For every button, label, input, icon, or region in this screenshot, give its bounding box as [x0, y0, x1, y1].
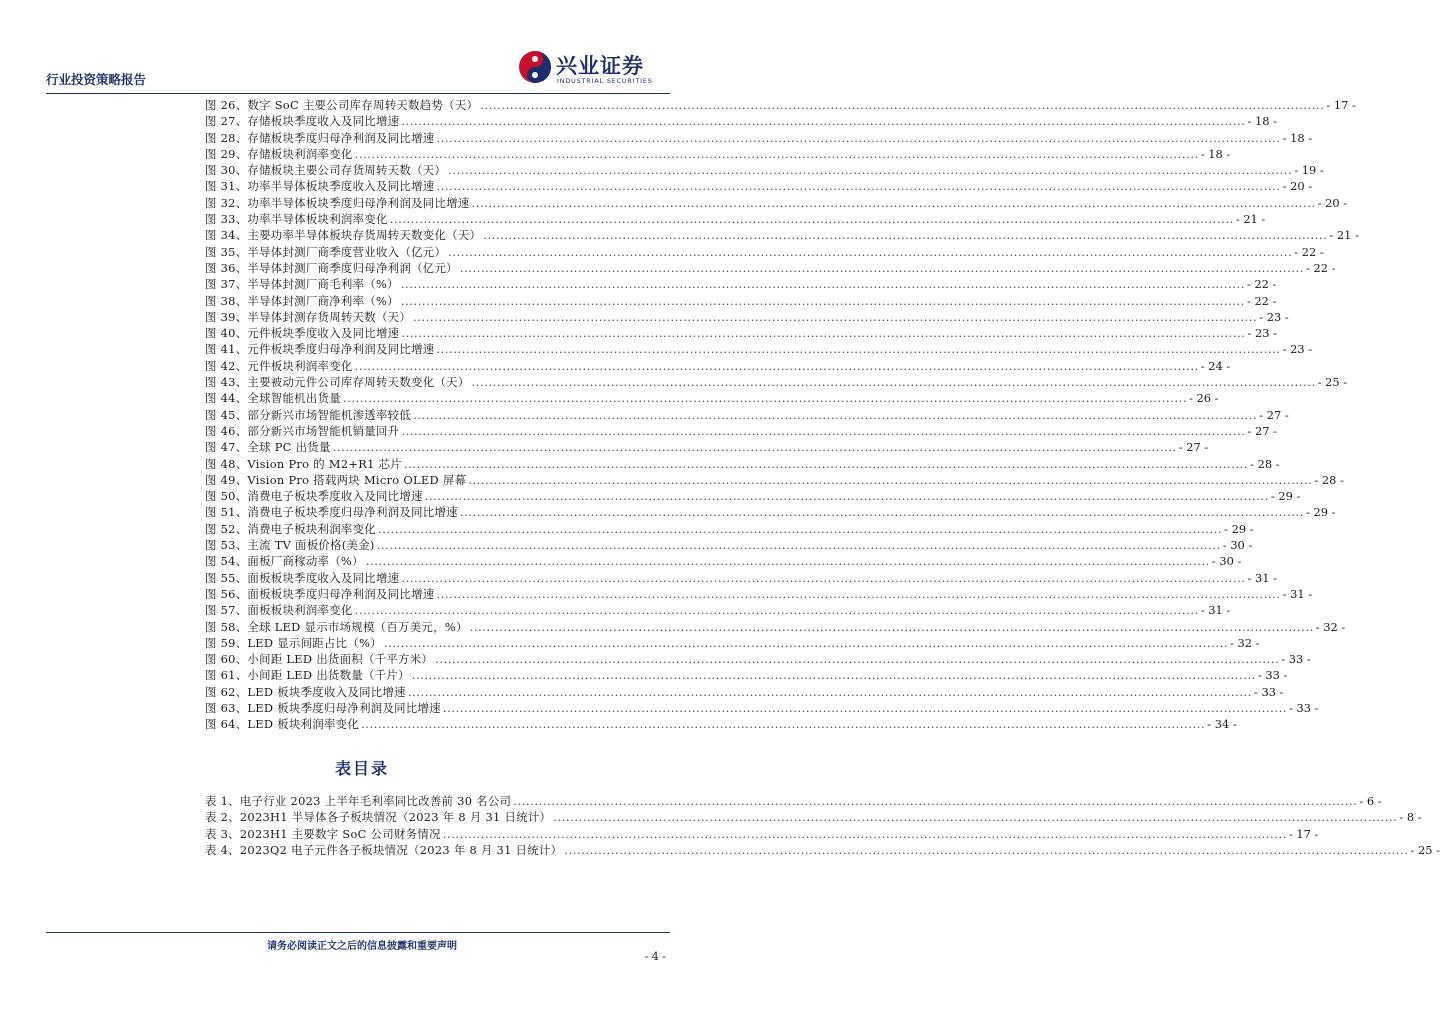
header-divider — [46, 93, 670, 94]
figure-index-entry-page: - 27 - — [1259, 407, 1289, 422]
logo-emblem-icon — [518, 50, 552, 84]
dot-leader: ........................................................................................................................................................................................................ — [436, 179, 1281, 194]
figure-index-entry-page: - 34 - — [1207, 717, 1237, 732]
table-index-entry[interactable] — [205, 809, 1422, 825]
figure-index-entry[interactable] — [205, 97, 1356, 113]
logo-chinese-name: 兴业证券 — [556, 54, 644, 78]
figure-index-entry-label: 图 56、面板板块季度归母净利润及同比增速 — [205, 586, 435, 601]
dot-leader: ........................................................................................................................................................................................................ — [436, 586, 1281, 601]
figure-index-entry-page: - 33 - — [1281, 652, 1311, 667]
figure-index-entry-label: 图 63、LED 板块季度归母净利润及同比增速 — [205, 700, 441, 715]
figure-index-entry-page: - 26 - — [1189, 391, 1219, 406]
figure-index-entry-label: 图 37、半导体封测厂商毛利率（%） — [205, 277, 399, 292]
figure-index-entry-page: - 31 - — [1200, 603, 1231, 618]
dot-leader: ........................................................................................................................................................................................................ — [383, 635, 1229, 650]
figure-index-entry-label: 图 54、面板厂商稼动率（%） — [205, 554, 364, 569]
disclaimer-text: 请务必阅读正文之后的信息披露和重要声明 — [267, 941, 457, 952]
figure-index-entry-page: - 27 - — [1178, 440, 1209, 455]
figure-index-entry[interactable] — [205, 553, 1242, 569]
figure-index-entry-label: 图 58、全球 LED 显示市场规模（百万美元，%） — [205, 619, 468, 634]
footer-divider — [46, 932, 670, 933]
figure-index-entry[interactable] — [205, 586, 1313, 602]
dot-leader: ........................................................................................................................................................................................................ — [378, 521, 1223, 536]
dot-leader: ........................................................................................................................................................................................................ — [354, 603, 1199, 618]
figure-index-entry[interactable] — [205, 456, 1280, 472]
dot-leader: ........................................................................................................................................................................................................ — [564, 842, 1409, 857]
figure-index-entry-page: - 29 - — [1270, 489, 1301, 504]
figure-index-entry[interactable] — [205, 178, 1313, 194]
figure-index-entry-label: 图 49、Vision Pro 搭载两块 Micro OLED 屏幕 — [205, 472, 467, 487]
figure-index-entry-page: - 20 - — [1282, 179, 1313, 194]
dot-leader: ........................................................................................................................................................................................................ — [354, 358, 1199, 373]
figure-index-entry-page: - 31 - — [1282, 586, 1313, 601]
figure-index-entry-page: - 33 - — [1253, 684, 1284, 699]
figure-index-entry[interactable] — [205, 651, 1311, 667]
figure-index-entry[interactable] — [205, 716, 1237, 732]
figure-index-entry-label: 图 41、元件板块季度归母净利润及同比增速 — [205, 342, 435, 357]
figure-index-entry-page: - 23 - — [1247, 326, 1277, 341]
figure-index-entry-label: 图 32、功率半导体板块季度归母净利润及同比增速 — [205, 195, 470, 210]
dot-leader: ........................................................................................................................................................................................................ — [436, 342, 1281, 357]
figure-index-entry-label: 图 50、消费电子板块季度收入及同比增速 — [205, 489, 423, 504]
figure-index-list — [205, 97, 1359, 733]
figure-index-entry-label: 图 55、面板板块季度收入及同比增速 — [205, 570, 400, 585]
dot-leader: ........................................................................................................................................................................................................ — [483, 228, 1328, 243]
figure-index-entry-label: 图 34、主要功率半导体板块存货周转天数变化（天） — [205, 228, 482, 243]
table-index-entry-page: - 8 - — [1399, 810, 1422, 825]
figure-index-entry[interactable] — [205, 309, 1289, 325]
dot-leader: ........................................................................................................................................................................................................ — [413, 407, 1258, 422]
logo-english-name: INDUSTRIAL SECURITIES — [557, 78, 653, 85]
figure-index-entry-label: 图 35、半导体封测厂商季度营业收入（亿元） — [205, 244, 447, 259]
figure-index-entry-page: - 25 - — [1317, 375, 1348, 390]
figure-index-entry[interactable] — [205, 195, 1348, 211]
figure-index-entry-page: - 23 - — [1259, 309, 1289, 324]
dot-leader: ........................................................................................................................................................................................................ — [471, 195, 1316, 210]
figure-index-entry-page: - 18 - — [1200, 146, 1231, 161]
dot-leader: ........................................................................................................................................................................................................ — [448, 244, 1293, 259]
figure-index-entry-label: 图 59、LED 显示间距占比（%） — [205, 635, 382, 650]
dot-leader: ........................................................................................................................................................................................................ — [342, 391, 1188, 406]
figure-index-entry-page: - 21 - — [1235, 212, 1266, 227]
table-index-entry-label: 表 3、2023H1 主要数字 SoC 公司财务情况 — [205, 826, 441, 841]
figure-index-entry[interactable] — [205, 325, 1277, 341]
figure-index-entry-label: 图 26、数字 SoC 主要公司库存周转天数趋势（天） — [205, 98, 479, 112]
dot-leader: ........................................................................................................................................................................................................ — [354, 146, 1199, 161]
figure-index-entry-page: - 29 - — [1306, 505, 1336, 520]
figure-index-entry-label: 图 61、小间距 LED 出货数量（千片） — [205, 668, 410, 683]
dot-leader: ........................................................................................................................................................................................................ — [389, 212, 1234, 227]
dot-leader: ........................................................................................................................................................................................................ — [468, 472, 1313, 487]
figure-index-entry[interactable] — [205, 407, 1289, 423]
figure-index-entry[interactable] — [205, 244, 1324, 260]
figure-index-entry-page: - 22 - — [1246, 277, 1277, 292]
dot-leader: ........................................................................................................................................................................................................ — [448, 163, 1293, 178]
figure-index-entry-page: - 32 - — [1230, 635, 1260, 650]
figure-index-entry[interactable] — [205, 537, 1253, 553]
figure-index-entry[interactable] — [205, 488, 1301, 504]
figure-index-entry[interactable] — [205, 130, 1313, 146]
dot-leader: ........................................................................................................................................................................................................ — [401, 326, 1246, 341]
dot-leader: ........................................................................................................................................................................................................ — [459, 260, 1304, 275]
figure-index-entry[interactable] — [205, 146, 1231, 162]
figure-index-entry-page: - 18 - — [1282, 130, 1313, 145]
figure-index-entry-label: 图 40、元件板块季度收入及同比增速 — [205, 326, 400, 341]
figure-index-entry-label: 图 38、半导体封测厂商净利率（%） — [205, 293, 399, 308]
figure-index-entry[interactable] — [205, 570, 1277, 586]
dot-leader: ........................................................................................................................................................................................................ — [400, 293, 1245, 308]
figure-index-entry-label: 图 33、功率半导体板块利润率变化 — [205, 212, 388, 227]
figure-index-entry-page: - 22 - — [1246, 293, 1277, 308]
dot-leader: ........................................................................................................................................................................................................ — [513, 794, 1358, 808]
report-type-label: 行业投资策略报告 — [46, 72, 147, 87]
table-index-entry[interactable] — [205, 842, 1440, 858]
table-index-heading: 表目录 — [334, 759, 389, 778]
dot-leader: ........................................................................................................................................................................................................ — [471, 375, 1316, 390]
dot-leader: ........................................................................................................................................................................................................ — [361, 717, 1206, 732]
figure-index-entry-page: - 22 - — [1306, 260, 1336, 275]
dot-leader: ........................................................................................................................................................................................................ — [413, 309, 1258, 324]
figure-index-entry-label: 图 42、元件板块利润率变化 — [205, 358, 353, 373]
table-index-entry[interactable] — [205, 826, 1319, 842]
dot-leader: ........................................................................................................................................................................................................ — [411, 668, 1256, 683]
figure-index-entry-page: - 23 - — [1282, 342, 1313, 357]
figure-index-entry-label: 图 28、存储板块季度归母净利润及同比增速 — [205, 130, 435, 145]
figure-index-entry-page: - 32 - — [1315, 619, 1346, 634]
table-index-entry-page: - 17 - — [1288, 826, 1319, 841]
figure-index-entry-label: 图 45、部分新兴市场智能机渗透率较低 — [205, 407, 412, 422]
dot-leader: ........................................................................................................................................................................................................ — [401, 423, 1246, 438]
figure-index-entry-page: - 28 - — [1250, 456, 1280, 471]
figure-index-entry-label: 图 31、功率半导体板块季度收入及同比增速 — [205, 179, 435, 194]
table-index-entry-label: 表 1、电子行业 2023 上半年毛利率同比改善前 30 名公司 — [205, 794, 512, 808]
figure-index-entry[interactable] — [205, 374, 1348, 390]
figure-index-entry[interactable] — [205, 521, 1254, 537]
figure-index-entry-page: - 29 - — [1224, 521, 1254, 536]
dot-leader: ........................................................................................................................................................................................................ — [459, 505, 1304, 520]
figure-index-entry-label: 图 43、主要被动元件公司库存周转天数变化（天） — [205, 375, 470, 390]
page-header — [46, 48, 670, 92]
figure-index-entry[interactable] — [205, 439, 1209, 455]
dot-leader: ........................................................................................................................................................................................................ — [332, 440, 1177, 455]
figure-index-entry-label: 图 52、消费电子板块利润率变化 — [205, 521, 376, 536]
figure-index-entry[interactable] — [205, 700, 1319, 716]
figure-index-entry-label: 图 27、存储板块季度收入及同比增速 — [205, 114, 400, 129]
figure-index-entry-label: 图 64、LED 板块利润率变化 — [205, 717, 360, 732]
dot-leader: ........................................................................................................................................................................................................ — [424, 489, 1269, 504]
figure-index-entry[interactable] — [205, 472, 1344, 488]
figure-index-entry-label: 图 30、存储板块主要公司存货周转天数（天） — [205, 163, 447, 178]
table-index-entry-page: - 25 - — [1410, 842, 1440, 857]
figure-index-entry[interactable] — [205, 619, 1346, 635]
dot-leader: ........................................................................................................................................................................................................ — [401, 570, 1246, 585]
table-index-entry-label: 表 2、2023H1 半导体各子板块情况（2023 年 8 月 31 日统计） — [205, 810, 552, 825]
dot-leader: ........................................................................................................................................................................................................ — [442, 700, 1288, 715]
figure-index-entry-page: - 21 - — [1329, 228, 1359, 243]
figure-index-entry[interactable] — [205, 602, 1231, 618]
dot-leader: ........................................................................................................................................................................................................ — [400, 277, 1245, 292]
figure-index-entry-label: 图 57、面板板块利润率变化 — [205, 603, 353, 618]
figure-index-entry[interactable] — [205, 260, 1336, 276]
dot-leader: ........................................................................................................................................................................................................ — [365, 554, 1210, 569]
figure-index-entry[interactable] — [205, 341, 1313, 357]
figure-index-entry[interactable] — [205, 684, 1284, 700]
figure-index-entry-page: - 24 - — [1200, 358, 1231, 373]
figure-index-entry[interactable] — [205, 423, 1277, 439]
figure-index-entry-page: - 33 - — [1289, 700, 1319, 715]
figure-index-entry[interactable] — [205, 667, 1288, 683]
figure-index-entry-label: 图 48、Vision Pro 的 M2+R1 芯片 — [205, 456, 402, 471]
table-index-entry-label: 表 4、2023Q2 电子元件各子板块情况（2023 年 8 月 31 日统计） — [205, 842, 563, 857]
figure-index-entry-page: - 19 - — [1294, 163, 1324, 178]
figure-index-entry-label: 图 60、小间距 LED 出货面积（千平方米） — [205, 652, 434, 667]
table-index-list — [205, 793, 1440, 858]
figure-index-entry-page: - 33 - — [1257, 668, 1288, 683]
figure-index-entry[interactable] — [205, 227, 1359, 243]
figure-index-entry-page: - 27 - — [1247, 423, 1277, 438]
figure-index-entry-label: 图 47、全球 PC 出货量 — [205, 440, 331, 455]
figure-index-entry-page: - 31 - — [1247, 570, 1277, 585]
figure-index-entry-label: 图 51、消费电子板块季度归母净利润及同比增速 — [205, 505, 458, 520]
dot-leader: ........................................................................................................................................................................................................ — [480, 98, 1325, 112]
figure-index-entry-page: - 18 - — [1247, 114, 1277, 129]
figure-index-entry-page: - 22 - — [1294, 244, 1324, 259]
dot-leader: ........................................................................................................................................................................................................ — [403, 456, 1249, 471]
dot-leader: ........................................................................................................................................................................................................ — [407, 684, 1252, 699]
figure-index-entry-label: 图 29、存储板块利润率变化 — [205, 146, 353, 161]
dot-leader: ........................................................................................................................................................................................................ — [376, 538, 1221, 553]
figure-index-entry[interactable] — [205, 358, 1231, 374]
table-index-entry-page: - 6 - — [1359, 794, 1382, 808]
dot-leader: ........................................................................................................................................................................................................ — [442, 826, 1287, 841]
dot-leader: ........................................................................................................................................................................................................ — [553, 810, 1398, 825]
figure-index-entry[interactable] — [205, 162, 1324, 178]
company-logo — [518, 48, 668, 92]
figure-index-entry-label: 图 46、部分新兴市场智能机销量回升 — [205, 423, 400, 438]
figure-index-entry-label: 图 53、主流 TV 面板价格(美金) — [205, 538, 375, 553]
figure-index-entry[interactable] — [205, 635, 1260, 651]
figure-index-entry-page: - 20 - — [1317, 195, 1348, 210]
dot-leader: ........................................................................................................................................................................................................ — [469, 619, 1314, 634]
figure-index-entry-page: - 17 - — [1326, 98, 1356, 112]
figure-index-entry-label: 图 39、半导体封测存货周转天数（天） — [205, 309, 412, 324]
figure-index-entry[interactable] — [205, 293, 1277, 309]
page-number: - 4 - — [644, 950, 666, 963]
figure-index-entry-page: - 30 - — [1211, 554, 1242, 569]
dot-leader: ........................................................................................................................................................................................................ — [435, 652, 1280, 667]
figure-index-entry-label: 图 44、全球智能机出货量 — [205, 391, 341, 406]
dot-leader: ........................................................................................................................................................................................................ — [436, 130, 1281, 145]
table-index-entry[interactable] — [205, 793, 1382, 809]
figure-index-entry[interactable] — [205, 276, 1277, 292]
figure-index-entry-label: 图 62、LED 板块季度收入及同比增速 — [205, 684, 406, 699]
figure-index-entry[interactable] — [205, 113, 1277, 129]
figure-index-entry[interactable] — [205, 504, 1336, 520]
figure-index-entry-page: - 30 - — [1222, 538, 1253, 553]
figure-index-entry[interactable] — [205, 211, 1266, 227]
figure-index-entry-page: - 28 - — [1314, 472, 1344, 487]
figure-index-entry[interactable] — [205, 390, 1219, 406]
figure-index-entry-label: 图 36、半导体封测厂商季度归母净利润（亿元） — [205, 260, 458, 275]
dot-leader: ........................................................................................................................................................................................................ — [401, 114, 1246, 129]
